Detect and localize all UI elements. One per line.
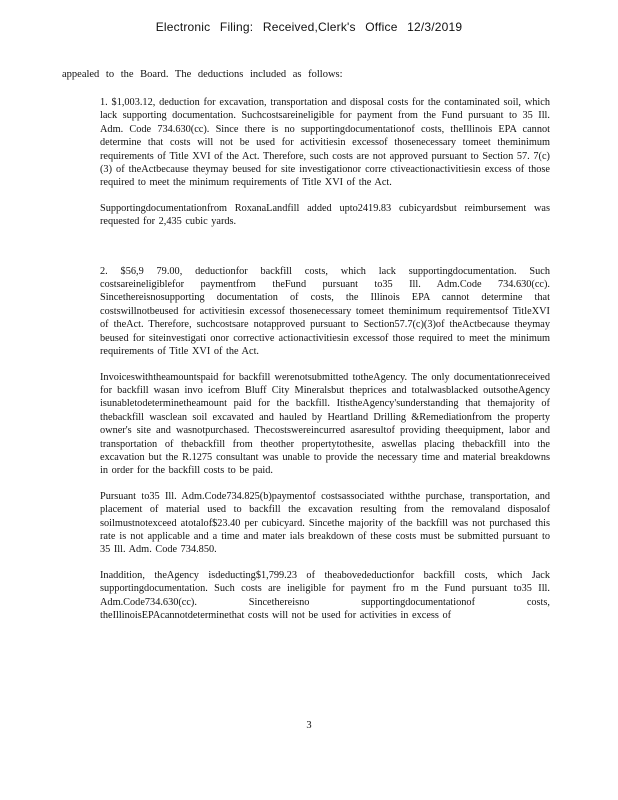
page-number: 3 (306, 720, 312, 731)
paragraph-supporting-docs: Supportingdocumentationfrom RoxanaLandfill added upto2419.83 cubicyardsbut reimbursement was requested for 2,435 cubic yards. (100, 202, 550, 228)
paragraph-deduction-2: 2. $56,9 79.00, deductionfor backfill costs, which lack supportingdocumentation. Such costsareineligiblefor paymentfrom theFund pursuant to35 Ill. Adm.Code 734.630(cc). Sincethereisnosupporting documentation of costs, the Illinois EPA cannot determine that costswillnotbeused for activitiesin excessof thosenecessary tomeet theminimum requirementsof TitleXVI of theAct. Therefore, suchcostsare notapproved pursuant to Section57.7(c)(3)of theActbecause theymay beused for siteinvestigati onor corrective actionactivitiesin excessof those required to meet the minimum requirements of Title XVI of the Act. (100, 265, 550, 358)
paragraph-pursuant: Pursuant to35 Ill. Adm.Code734.825(b)paymentof costsassociated withthe purchase, transportation, and placement of material used to backfill the excavation resulting from the removaland disposalof soilmustnotexceed atotalof$23.40 per cubicyard. Sincethe majority of the backfill was not purchased this rate is not applicable and a time and mater ials breakdown of these costs must be submitted pursuant to 35 Ill. Adm. Code 734.850. (100, 490, 550, 556)
electronic-filing-header: Electronic Filing: Received,Clerk's Office 12/3/2019 (155, 20, 463, 34)
intro-line: appealed to the Board. The deductions included as follows: (62, 69, 343, 80)
paragraph-in-addition: Inaddition, theAgency isdeducting$1,799.23 of theabovedeductionfor backfill costs, which Jack supportingdocumentation. Such costs are ineligible for payment fro m the Fund pursuant to35 Ill. Adm.Code734.630(cc). Sincethereisno supportingdocumentationof costs, theIllinoisEPAcannotdeterminethat costs will not be used for activities in excess of (100, 569, 550, 621)
paragraph-deduction-1: 1. $1,003.12, deduction for excavation, transportation and disposal costs for the contaminated soil, which lack supporting documentation. Suchcostsareineligible for payment from the Fund pursuant to 35 Ill. Adm. Code 734.630(cc). Since there is no supportingdocumentationof costs, theIllinois EPA cannot determine that costs will not be used for activitiesin excessof thosenecessary tomeet theminimum requirements of Title XVI of the Act. Therefore, such costs are not approved pursuant to Section 57. 7(c)(3) of theActbecause theymay beused for site investigationor corre ctiveactionactivitiesin excess of those required to meet the minimum requirements of Title XVI of the Act. (100, 97, 550, 189)
paragraph-invoices: Invoiceswiththeamountspaid for backfill werenotsubmitted totheAgency. The only documentationreceived for backfill wasan invo icefrom Bluff City Mineralsbut theprices and totalwasblacked outsotheAgency isunabletodeterminetheamount paid for the backfill. ItistheAgency'sunderstanding that themajority of thebackfill wasclean soil excavated and hauled by Heartland Drilling &Remediationfrom the property owner's site and wasnotpurchased. Thecostswereincurred asaresultof providing theequipment, labor and transportation of thebackfill from theother propertytothesite, aswellas placing thebackfill into the excavation but the R.1275 consultant was unable to provide the necessary time and material breakdowns in order for the backfill costs to be paid. (100, 371, 550, 477)
document-body (100, 96, 550, 634)
